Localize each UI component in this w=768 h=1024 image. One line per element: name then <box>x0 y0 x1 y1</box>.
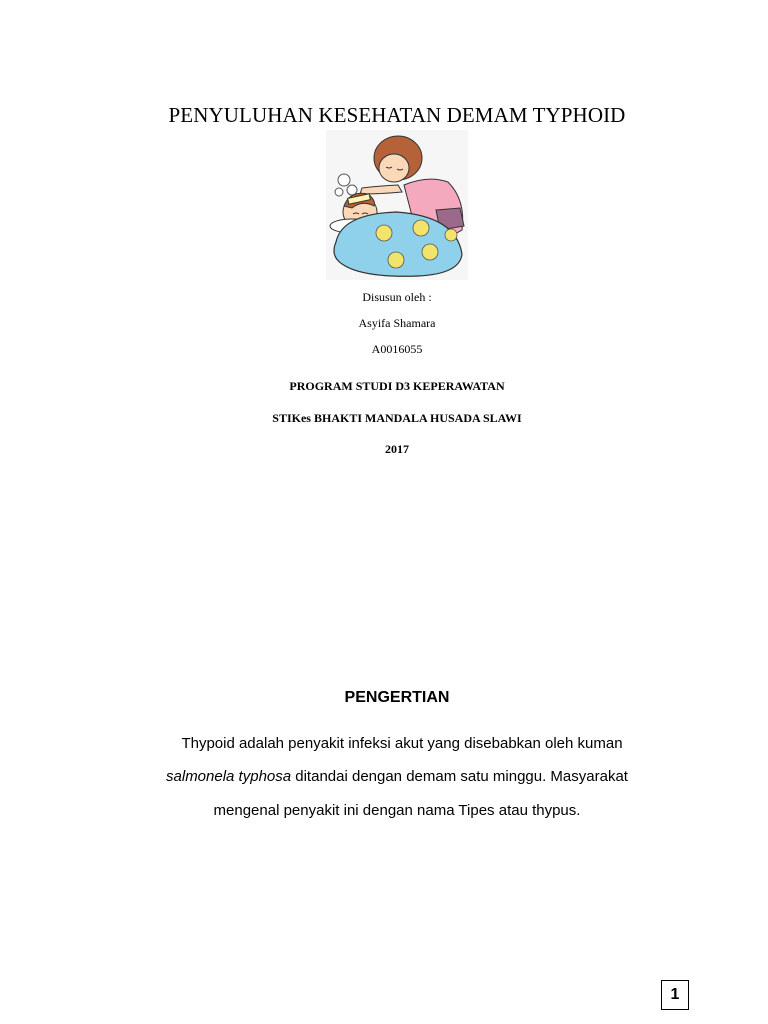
author-name: Asyifa Shamara <box>358 316 436 330</box>
pathogen-name: salmonela typhosa <box>166 768 292 785</box>
mother-caring-sick-child-illustration <box>326 130 468 280</box>
paragraph-line-1: Thypoid adalah penyakit infeksi akut yang disebabkan oleh kuman <box>181 735 623 752</box>
section-heading: PENGERTIAN <box>344 689 450 706</box>
paragraph-line-3: mengenal penyakit ini dengan nama Tipes atau thypus. <box>213 802 581 819</box>
program-name: PROGRAM STUDI D3 KEPERAWATAN <box>289 379 505 393</box>
author-label: Disusun oleh : <box>362 290 432 304</box>
school-name: STIKes BHAKTI MANDALA HUSADA SLAWI <box>272 411 522 425</box>
paragraph-line-2 <box>0 768 768 785</box>
student-id: A0016055 <box>371 342 423 356</box>
page-number: 1 <box>661 980 689 1010</box>
year: 2017 <box>385 442 409 456</box>
document-title: PENYULUHAN KESEHATAN DEMAM TYPHOID <box>168 103 626 127</box>
paragraph-line-2-rest: ditandai dengan demam satu minggu. Masyarakat <box>291 768 628 785</box>
